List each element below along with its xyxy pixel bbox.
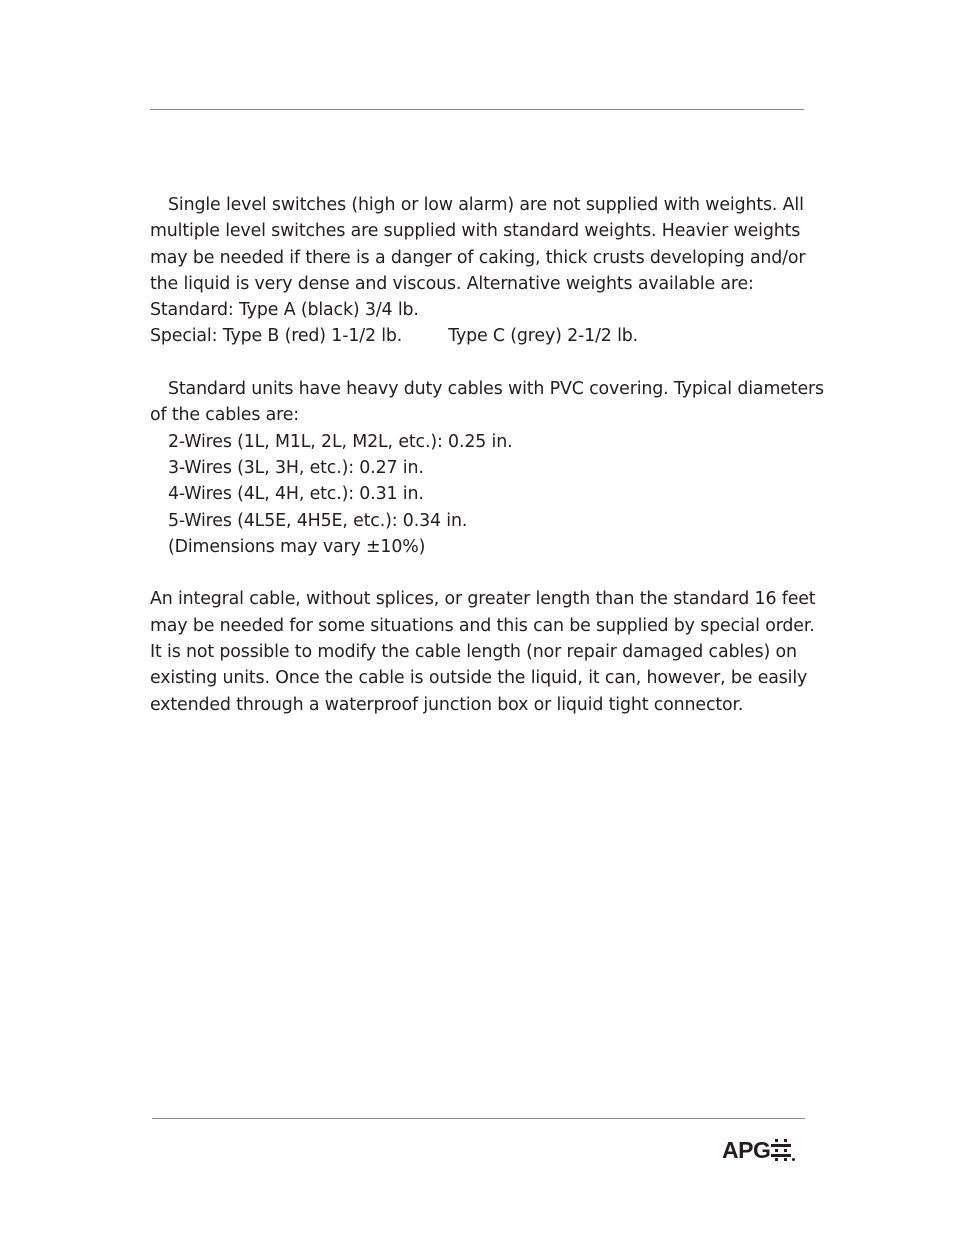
weights-line-1: Single level switches (high or low alarm) are not supplied with weights. All <box>168 195 804 215</box>
weights-line-4: the liquid is very dense and viscous. Alternative weights available are: <box>150 273 754 294</box>
special-weight-type-c: Type C (grey) 2-1/2 lb. <box>448 326 639 347</box>
integral-cable-line-1: An integral cable, without splices, or greater length than the standard 16 feet <box>150 589 816 610</box>
special-weight-type-b: Special: Type B (red) 1-1/2 lb. <box>150 326 403 347</box>
page-body <box>150 192 824 718</box>
apg-grid-mark-icon <box>771 1139 795 1161</box>
weights-line-2: multiple level switches are supplied with standard weights. Heavier weights <box>150 221 801 242</box>
integral-cable-line-3: It is not possible to modify the cable length (nor repair damaged cables) on <box>150 642 797 663</box>
footer-rule <box>152 1118 805 1119</box>
weights-line-3: may be needed if there is a danger of caking, thick crusts developing and/or <box>150 247 806 268</box>
integral-cable-line-2: may be needed for some situations and this can be supplied by special order. <box>150 615 815 636</box>
dimensions-note: (Dimensions may vary ±10%) <box>168 536 426 557</box>
cables-line-2: of the cables are: <box>150 405 300 426</box>
integral-cable-line-4: existing units. Once the cable is outside the liquid, it can, however, be easily <box>150 668 808 689</box>
cable-diameter-item: 2-Wires (1L, M1L, 2L, M2L, etc.): 0.25 in. <box>168 431 513 452</box>
standard-weight-line: Standard: Type A (black) 3/4 lb. <box>150 300 419 321</box>
cables-line-1: Standard units have heavy duty cables with PVC covering. Typical diameters <box>168 379 824 400</box>
special-weight-line <box>150 323 810 349</box>
cable-diameter-item: 4-Wires (4L, 4H, etc.): 0.31 in. <box>168 484 424 505</box>
cable-diameter-item: 5-Wires (4L5E, 4H5E, etc.): 0.34 in. <box>168 510 468 531</box>
logo-text: APG <box>722 1137 771 1163</box>
cable-diameter-item: 3-Wires (3L, 3H, etc.): 0.27 in. <box>168 457 424 478</box>
header-rule <box>150 109 804 110</box>
integral-cable-line-5: extended through a waterproof junction box or liquid tight connector. <box>150 694 744 715</box>
apg-logo <box>722 1138 795 1162</box>
